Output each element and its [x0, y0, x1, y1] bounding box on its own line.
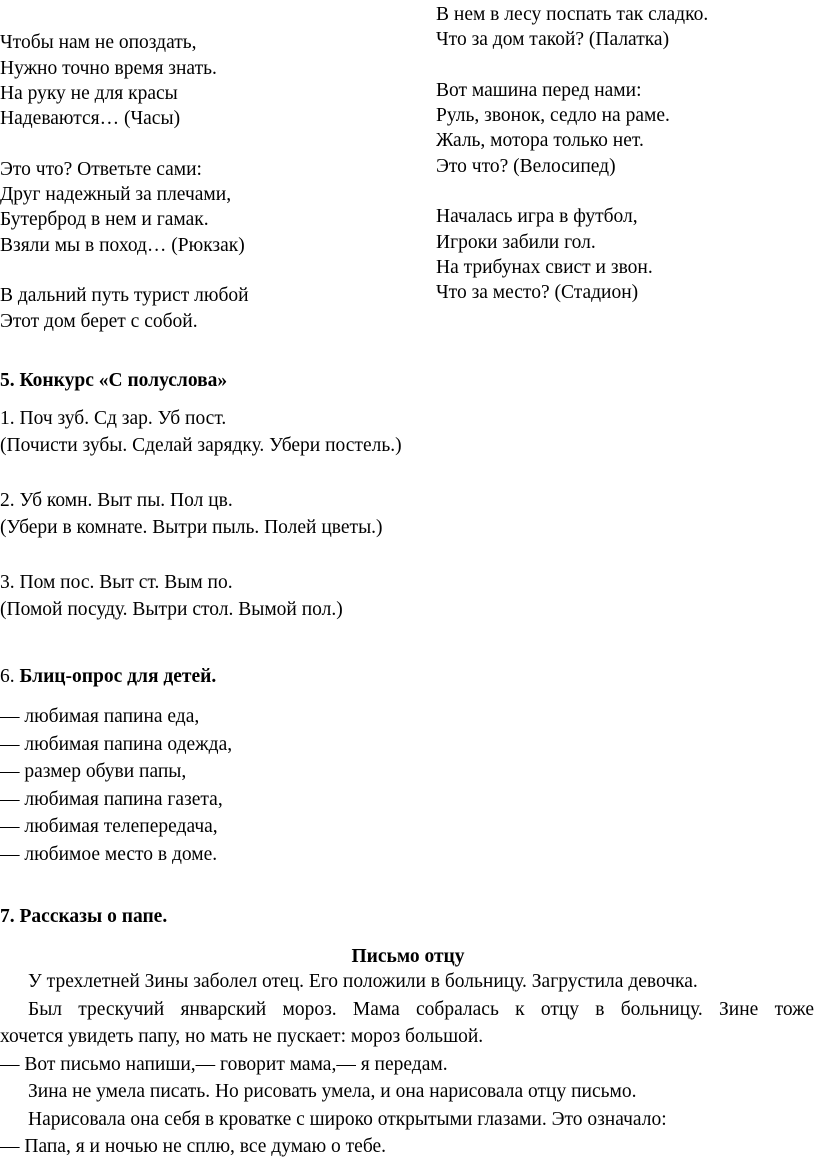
riddle-line: Надеваются… (Часы) [0, 108, 181, 130]
riddle-line: На трибунах свист и звон. [436, 256, 653, 278]
story-paragraph: — Вот письмо напиши,— говорит мама,— я передам. [0, 1053, 448, 1075]
riddle-line [436, 179, 816, 204]
section-6-list [0, 703, 816, 869]
full-phrase: (Помой посуду. Вытри стол. Вымой пол.) [0, 599, 343, 620]
riddle-line: Вот машина перед нами: [436, 79, 642, 101]
riddle-line: Бутерброд в нем и гамак. [0, 209, 209, 231]
list-item: — размер обуви папы, [0, 761, 187, 783]
section-heading: 5. Конкурс «С полуслова» [0, 370, 228, 391]
riddle-line: Нужно точно время знать. [0, 57, 217, 79]
riddle-line: На руку не для красы [0, 82, 178, 104]
riddle-line [436, 53, 816, 78]
story-paragraph: У трехлетней Зины заболел отец. Его положили в больницу. Загрустила девочка. [28, 971, 698, 992]
riddles-left-column [0, 5, 420, 334]
riddle-line: Руль, звонок, седло на раме. [436, 105, 670, 127]
abbreviated-phrase: 1. Поч зуб. Сд зар. Уб пост. [0, 408, 227, 429]
section-heading: Блиц-опрос для детей. [19, 666, 217, 687]
story-body [0, 968, 814, 1161]
section-heading: 7. Рассказы о папе. [0, 906, 168, 927]
list-item: — любимая телепередача, [0, 816, 218, 838]
riddle-line: Это что? (Велосипед) [436, 155, 616, 177]
riddle-line: Игроки забили гол. [436, 231, 596, 253]
story-paragraph: — Папа, я и ночью не сплю, все думаю о тебе. [0, 1136, 387, 1157]
abbreviated-phrase: 2. Уб комн. Выт пы. Пол цв. [0, 490, 233, 511]
section-5-heading [0, 368, 816, 394]
riddle-line: Жаль, мотора только нет. [436, 130, 644, 152]
riddle-line: Этот дом берет с собой. [0, 310, 198, 332]
riddle-line: Началась игра в футбол, [436, 206, 638, 228]
riddle-line: Что за дом такой? (Палатка) [436, 29, 670, 51]
story-paragraph: Был трескучий январский мороз. Мама собралась к отцу в больницу. Зине тоже [28, 998, 814, 1020]
section-5-item-2 [0, 487, 816, 541]
full-phrase: (Почисти зубы. Сделай зарядку. Убери постель.) [0, 435, 402, 456]
list-item: — любимая папина одежда, [0, 733, 233, 755]
full-phrase: (Убери в комнате. Вытри пыль. Полей цветы.) [0, 517, 383, 538]
riddle-line [0, 5, 420, 30]
story-title [0, 944, 816, 970]
abbreviated-phrase: 3. Пом пос. Выт ст. Вым по. [0, 572, 233, 593]
riddles-right-column [436, 2, 816, 306]
section-5-item-3 [0, 569, 816, 623]
riddle-line: Чтобы нам не опоздать, [0, 32, 197, 54]
story-title-text: Письмо отцу [351, 946, 465, 967]
riddle-line: Друг надежный за плечами, [0, 184, 232, 206]
riddle-line: Это что? Ответьте сами: [0, 158, 202, 180]
story-paragraph: Нарисовала она себя в кроватке с широко открытыми глазами. Это означало: [28, 1108, 667, 1130]
section-5-item-1 [0, 405, 816, 459]
story-paragraph: Зина не умела писать. Но рисовать умела, и она нарисовала отцу письмо. [28, 1081, 637, 1102]
riddle-line: В нем в лесу поспать так сладко. [436, 4, 709, 25]
riddle-line [0, 258, 420, 283]
riddle-line: Что за место? (Стадион) [436, 282, 639, 304]
riddle-line [0, 131, 420, 156]
riddle-line: Взяли мы в поход… (Рюкзак) [0, 234, 245, 256]
section-number: 6. [0, 666, 20, 687]
list-item: — любимая папина еда, [0, 706, 200, 727]
list-item: — любимое место в доме. [0, 843, 218, 865]
riddle-line: В дальний путь турист любой [0, 285, 249, 307]
section-7-heading [0, 904, 816, 930]
story-paragraph: хочется увидеть папу, но мать не пускает: мороз большой. [0, 1026, 484, 1047]
section-6-heading [0, 663, 816, 690]
list-item: — любимая папина газета, [0, 788, 223, 810]
